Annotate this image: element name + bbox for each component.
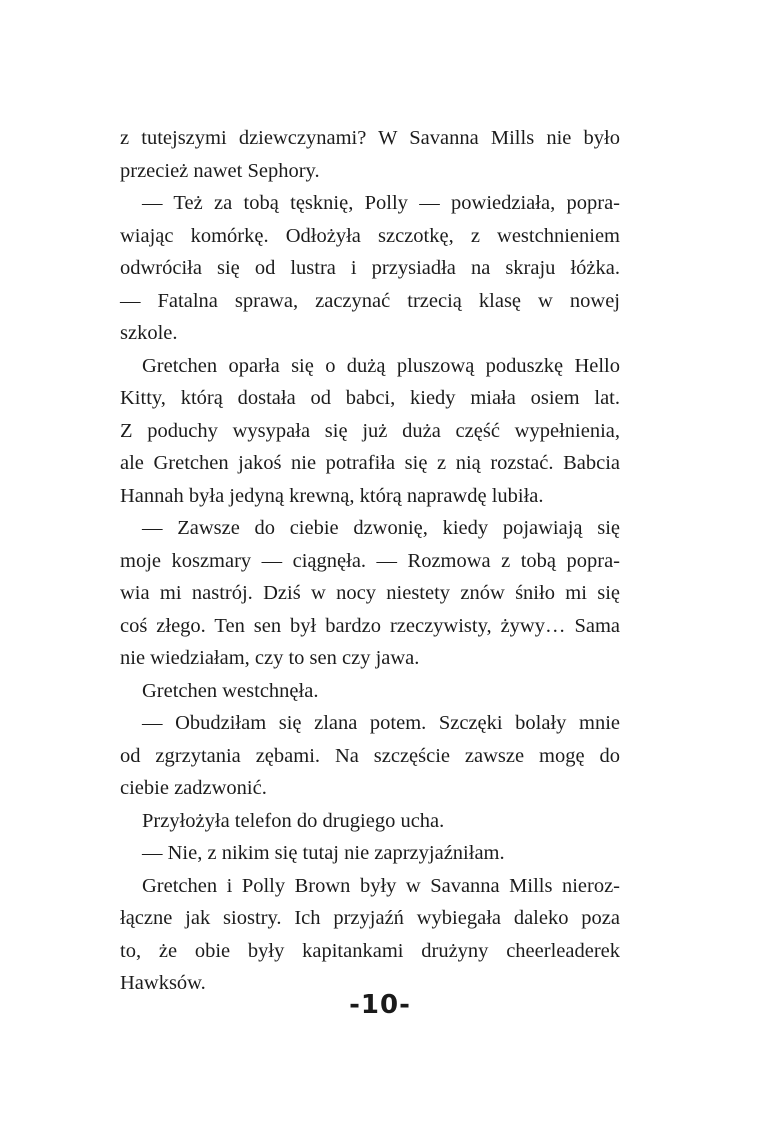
text-line: przecież nawet Sephory. (120, 159, 320, 182)
page-number: -10- (349, 990, 411, 1020)
text-line: moje koszmary — ciągnęła. — Rozmowa z tobą popra- (120, 549, 620, 572)
text-line: ale Gretchen jakoś nie potrafiła się z nią rozstać. Babcia (120, 452, 620, 474)
text-line: Gretchen i Polly Brown były w Savanna Mills nieroz- (142, 874, 620, 897)
text-line: — Obudziłam się zlana potem. Szczęki bolały mnie (142, 712, 620, 734)
text-line: Hannah była jedyną krewną, którą naprawdę lubiła. (120, 484, 544, 507)
text-line: Z poduchy wysypała się już duża część wypełnienia, (120, 419, 620, 442)
text-line: — Fatalna sprawa, zaczynać trzecią klasę w nowej (120, 289, 620, 312)
text-line: Przyłożyła telefon do drugiego ucha. (142, 809, 445, 832)
text-line: od zgrzytania zębami. Na szczęście zawsze mogę do (120, 744, 620, 767)
text-line: odwróciła się od lustra i przysiadła na skraju łóżka. (120, 257, 620, 279)
text-line: Gretchen westchnęła. (142, 679, 319, 702)
text-line: szkole. (120, 322, 178, 344)
text-line: nie wiedziałam, czy to sen czy jawa. (120, 647, 420, 669)
text-line: ciebie zadzwonić. (120, 777, 267, 799)
text-line: wiając komórkę. Odłożyła szczotkę, z westchnieniem (120, 224, 620, 247)
text-line: — Też za tobą tęsknię, Polly — powiedziała, popra- (142, 192, 620, 214)
text-line: z tutejszymi dziewczynami? W Savanna Mills nie było (120, 127, 620, 149)
text-line: Hawksów. (120, 972, 206, 994)
text-line: — Nie, z nikim się tutaj nie zaprzyjaźniłam. (142, 842, 505, 864)
text-line: to, że obie były kapitankami drużyny cheerleaderek (120, 939, 620, 962)
text-line: Gretchen oparła się o dużą pluszową poduszkę Hello (142, 354, 620, 377)
text-line: coś złego. Ten sen był bardzo rzeczywisty, żywy… Sama (120, 614, 620, 637)
text-line: łączne jak siostry. Ich przyjaźń wybiegała daleko poza (120, 907, 620, 929)
text-line: Kitty, którą dostała od babci, kiedy miała osiem lat. (120, 387, 620, 409)
text-line: — Zawsze do ciebie dzwonię, kiedy pojawiają się (142, 517, 620, 539)
text-line: wia mi nastrój. Dziś w nocy niestety znów śniło mi się (120, 582, 620, 604)
